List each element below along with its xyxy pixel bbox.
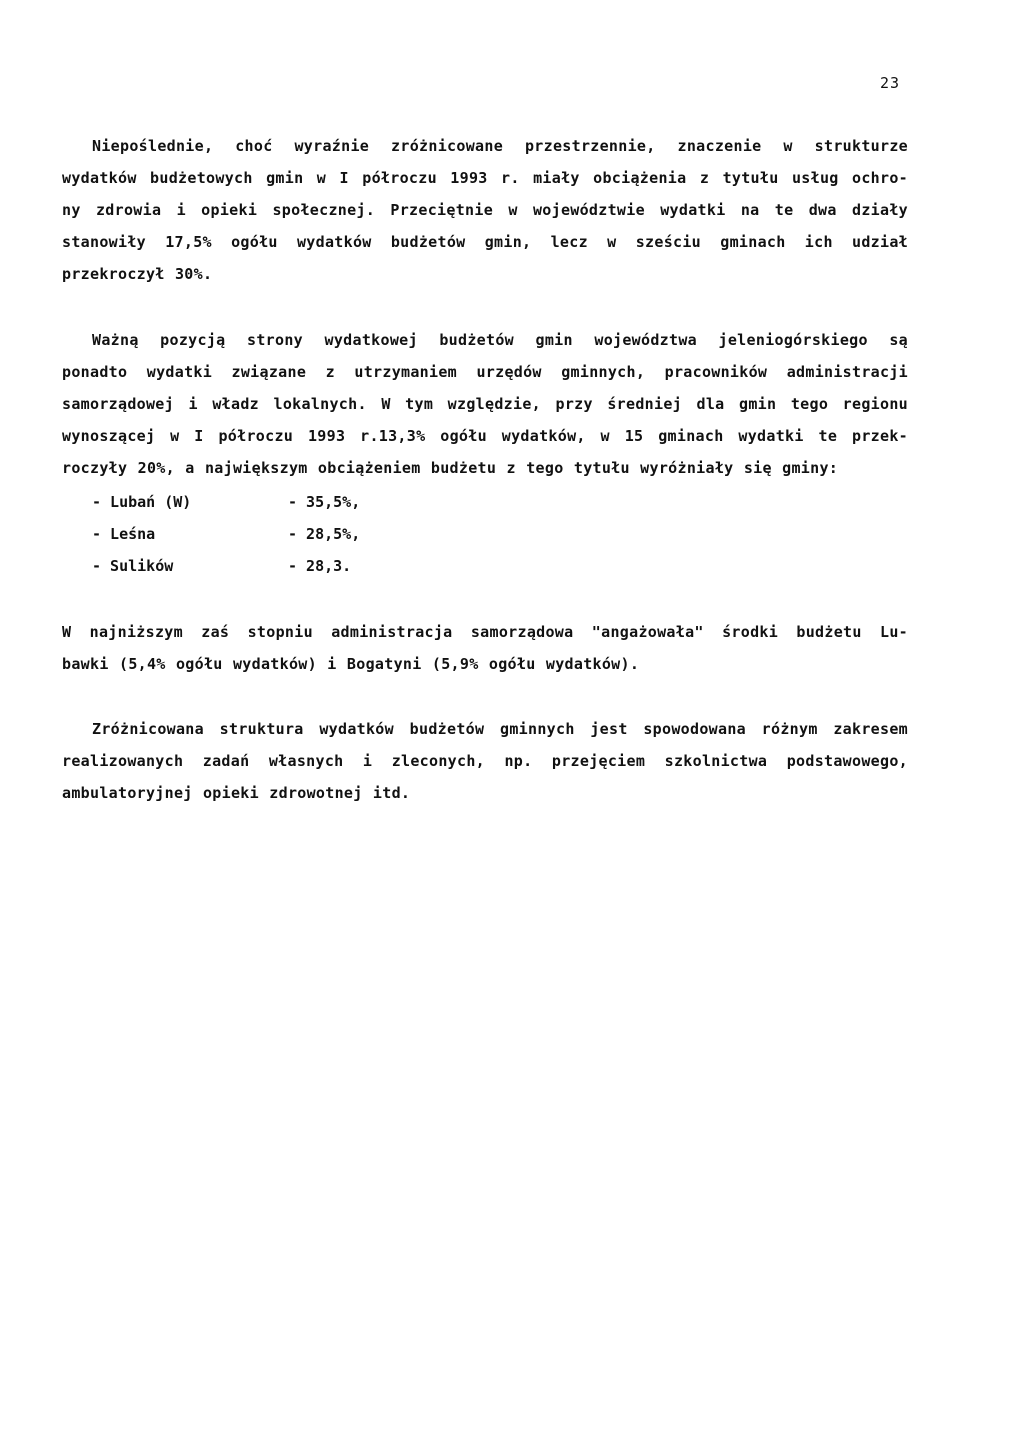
list-item-name: - Sulików (92, 557, 174, 575)
list-item-value: - 28,3. (288, 557, 352, 575)
paragraph-line: Zróżnicowana struktura wydatków budżetów gminnych jest spowodowana różnym zakresem (92, 720, 908, 738)
paragraph-line: Ważną pozycją strony wydatkowej budżetów gmin województwa jeleniogórskiego są (92, 331, 908, 349)
page-number: 23 (880, 74, 901, 92)
paragraph-line: Niepoślednie, choć wyraźnie zróżnicowane przestrzennie, znaczenie w strukturze (92, 137, 908, 155)
paragraph-line: wynoszącej w I półroczu 1993 r.13,3% ogółu wydatków, w 15 gminach wydatki te przek- (62, 427, 908, 445)
paragraph-line: ponadto wydatki związane z utrzymaniem urzędów gminnych, pracowników administracji (62, 363, 908, 381)
list-item-name: - Lubań (W) (92, 493, 192, 511)
paragraph-line: realizowanych zadań własnych i zleconych, np. przejęciem szkolnictwa podstawowego, (62, 752, 908, 770)
paragraph-line: samorządowej i władz lokalnych. W tym względzie, przy średniej dla gmin tego regionu (62, 395, 908, 413)
paragraph-line: ny zdrowia i opieki społecznej. Przeciętnie w województwie wydatki na te dwa działy (62, 201, 908, 219)
paragraph-line: przekroczył 30%. (62, 265, 213, 283)
list-item (62, 550, 562, 582)
paragraph-line: ambulatoryjnej opieki zdrowotnej itd. (62, 784, 411, 802)
paragraph-line: stanowiły 17,5% ogółu wydatków budżetów gmin, lecz w sześciu gminach ich udział (62, 233, 908, 251)
list-item-value: - 28,5%, (288, 525, 361, 543)
paragraph-health-expenditure (62, 130, 908, 290)
paragraph-line: wydatków budżetowych gmin w I półroczu 1993 r. miały obciążenia z tytułu usług ochro- (62, 169, 908, 187)
paragraph-line: roczyły 20%, a największym obciążeniem budżetu z tego tytułu wyróżniały się gminy: (62, 459, 839, 477)
paragraph-line: bawki (5,4% ogółu wydatków) i Bogatyni (5,9% ogółu wydatków). (62, 655, 640, 673)
list-item (62, 486, 562, 518)
list-item-name: - Leśna (92, 525, 156, 543)
paragraph-line: W najniższym zaś stopniu administracja samorządowa "angażowała" środki budżetu Lu- (62, 623, 908, 641)
list-item-value: - 35,5%, (288, 493, 361, 511)
list-item (62, 518, 562, 550)
paragraph-structure-conclusion (62, 713, 908, 809)
gminy-list (62, 486, 562, 582)
paragraph-administration-expenditure (62, 324, 908, 484)
paragraph-lowest-administration (62, 616, 908, 680)
